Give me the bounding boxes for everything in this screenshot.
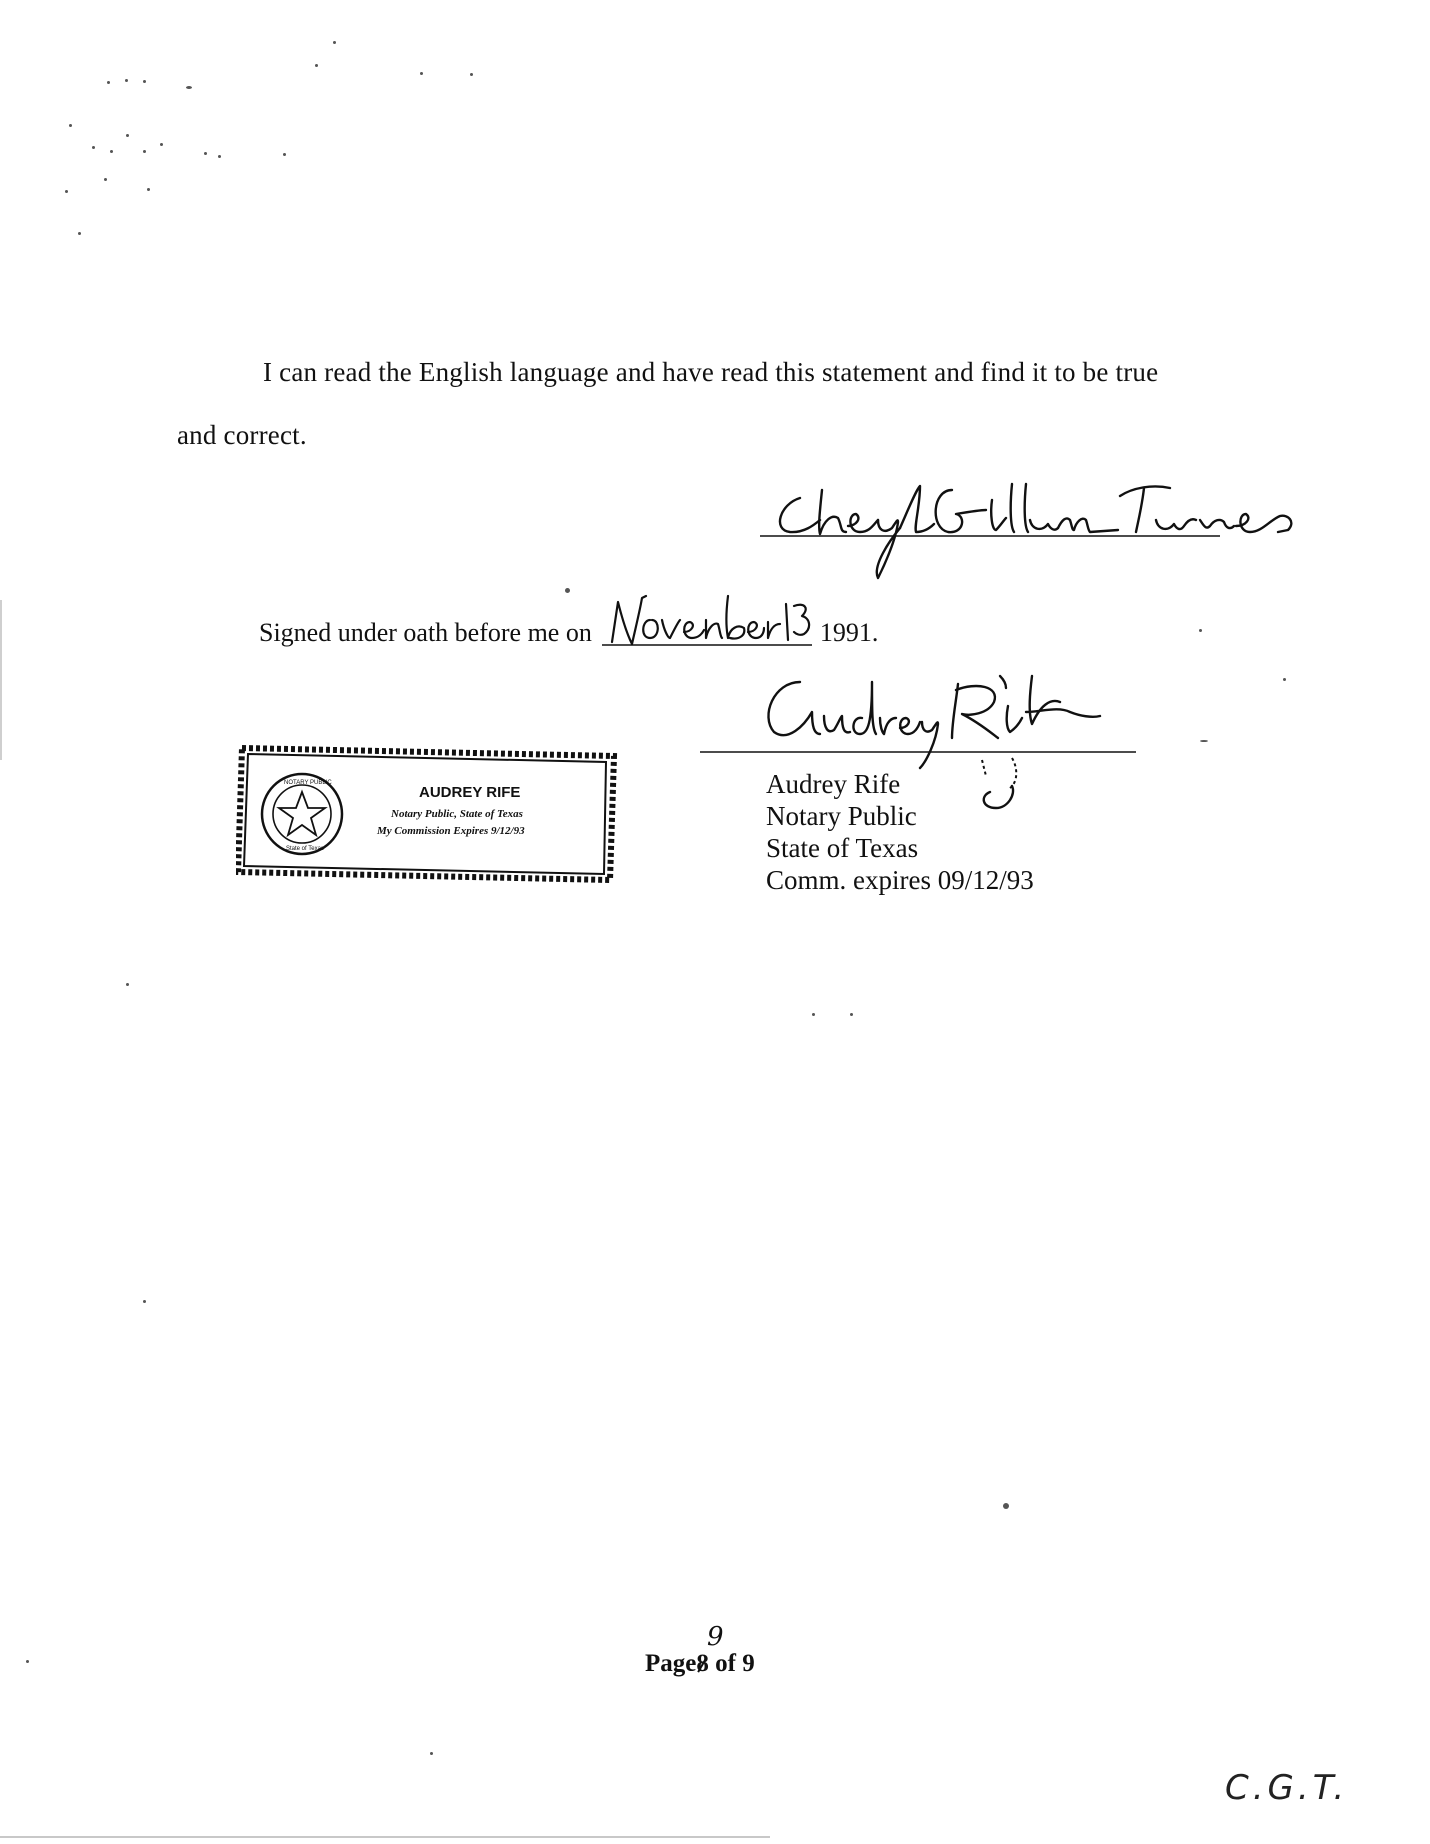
stamp-line-2: Notary Public, State of Texas <box>391 808 523 820</box>
printed-page-number: 8 <box>696 1650 709 1677</box>
oath-year: 1991. <box>819 618 879 647</box>
notary-state: State of Texas <box>766 833 919 863</box>
stamp-line-3: My Commission Expires 9/12/93 <box>377 825 525 837</box>
page-number <box>645 1622 755 1678</box>
notary-block <box>766 768 1034 896</box>
statement-line-2: and correct. <box>177 420 307 450</box>
declarant-signature <box>760 470 1300 580</box>
stamp-name: AUDREY RIFE <box>419 784 521 801</box>
notary-title: Notary Public <box>766 801 917 831</box>
bottom-rule <box>0 1836 770 1838</box>
page-of-label: of 9 <box>715 1650 755 1677</box>
notary-name: Audrey Rife <box>766 769 901 799</box>
stamp-seal-top: NOTARY PUBLIC <box>284 780 332 786</box>
statement-line-1: I can read the English language and have read this statement and find it to be true <box>263 357 1159 387</box>
handwritten-date <box>598 606 813 648</box>
page-label: Page <box>645 1650 697 1677</box>
notary-stamp <box>236 740 620 886</box>
oath-prefix: Signed under oath before me on <box>259 618 592 647</box>
handwritten-initials: C.G.T. <box>1225 1768 1349 1808</box>
oath-line <box>259 606 878 648</box>
corrected-page-number: 9 <box>707 1622 724 1652</box>
notary-commission: Comm. expires 09/12/93 <box>766 865 1034 895</box>
scan-edge <box>0 600 2 760</box>
stamp-seal-bottom: State of Texas <box>286 846 324 852</box>
